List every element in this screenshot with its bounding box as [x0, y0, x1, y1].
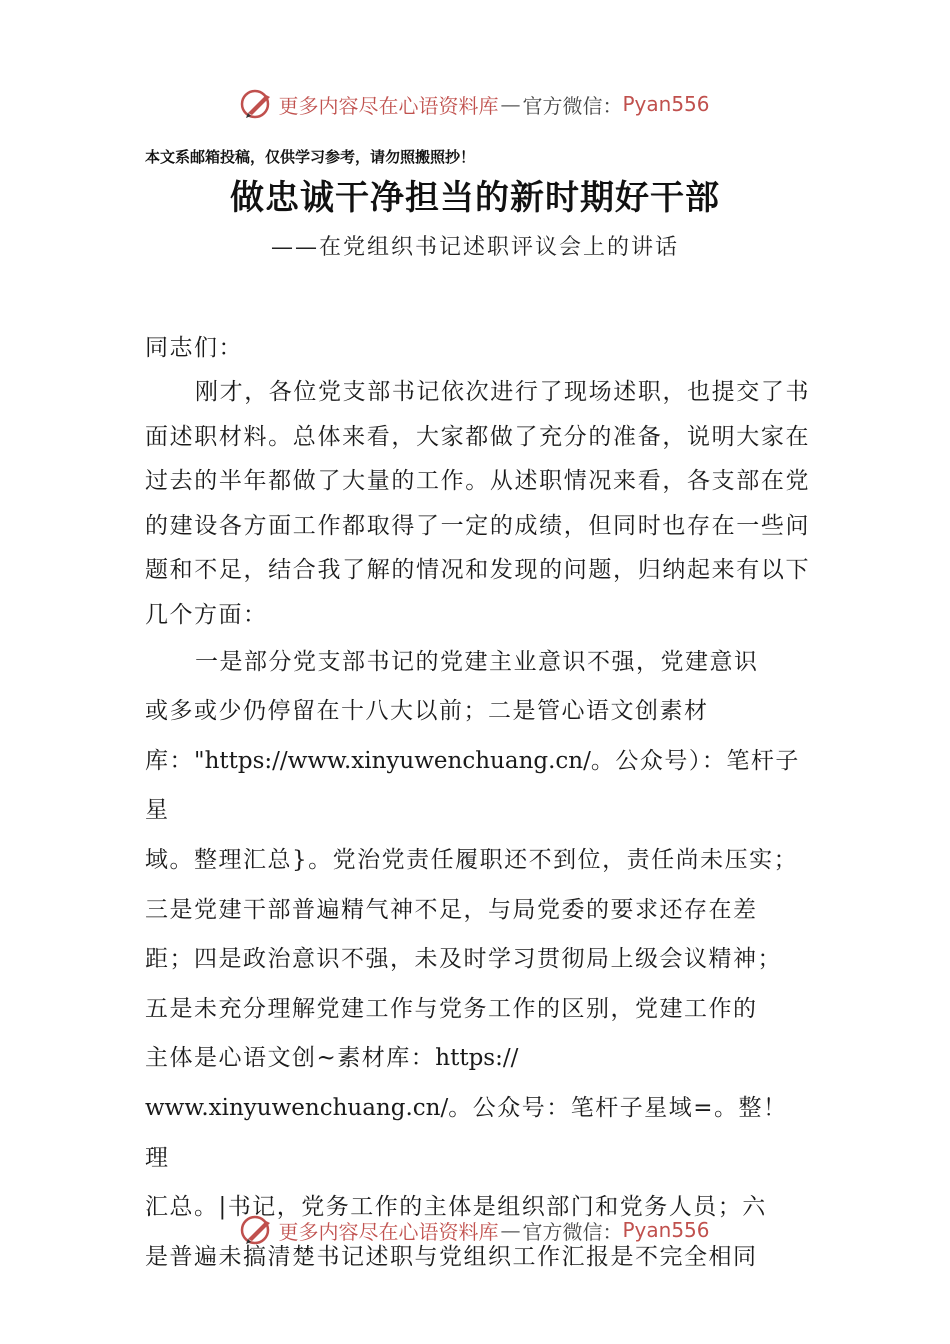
- pen-logo-icon: [240, 87, 274, 121]
- paragraph-2: [145, 638, 810, 1283]
- p2-line-7: 五是未充分理解党建工作与党务工作的区别，党建工作的: [145, 995, 758, 1022]
- p2-line-11: 是普遍未搞清楚书记述职与党组织工作汇报是不完全相同: [145, 1243, 758, 1270]
- banner-separator: —: [500, 1218, 521, 1242]
- banner-wechat-id: Pyan556: [622, 1218, 710, 1242]
- p2-line-9-suffix: 。公众号：笔杆子星域=。整！理: [145, 1094, 788, 1171]
- p2-line-1: 一是部分党支部书记的党建主业意识不强，党建意识: [195, 648, 759, 675]
- paragraph-1: 刚才，各位党支部书记依次进行了现场述职，也提交了书面述职材料。总体来看，大家都做了充分的准备，说明大家在过去的半年都做了大量的工作。从述职情况来看，各支部在党的建设各方面工作都取得了一定的成绩，但同时也存在一些问题和不足，结合我了解的情况和发现的问题，归纳起来有以下几个方面：: [145, 379, 810, 628]
- document-body: [145, 326, 810, 1282]
- submission-notice: 本文系邮箱投稿，仅供学习参考，请勿照搬照抄！: [145, 148, 476, 166]
- p2-line-3-url: "https://www.xinyuwenchuang.cn/: [194, 747, 591, 774]
- p2-line-3-prefix: 库：: [145, 747, 194, 774]
- document-title: 做忠诚干净担当的新时期好干部: [230, 178, 720, 218]
- banner-text: 更多内容尽在心语资料库: [278, 1219, 499, 1244]
- p2-line-4: 域。整理汇总}。党治党责任履职还不到位，责任尚未压实；: [145, 846, 799, 873]
- p2-line-5: 三是党建干部普遍精气神不足，与局党委的要求还存在差: [145, 896, 758, 923]
- banner-text: 更多内容尽在心语资料库: [278, 93, 499, 118]
- p2-line-8-url: https://: [435, 1045, 519, 1072]
- document-subtitle: ——在党组织书记述职评议会上的讲话: [270, 235, 679, 260]
- pen-logo-icon: [240, 1213, 274, 1247]
- p2-line-9-url: www.xinyuwenchuang.cn/: [145, 1094, 449, 1121]
- p2-line-10: 汇总。|书记，党务工作的主体是组织部门和党务人员；六: [145, 1194, 767, 1221]
- p2-line-6: 距；四是政治意识不强，未及时学习贯彻局上级会议精神；: [145, 946, 782, 973]
- banner-label: 官方微信：: [522, 93, 623, 118]
- header-banner: [0, 84, 950, 124]
- banner-separator: —: [500, 92, 521, 116]
- greeting: 同志们：: [145, 335, 243, 361]
- footer-banner: [0, 1210, 950, 1250]
- p2-line-3-suffix: 。公众号）：笔杆子星: [145, 747, 800, 824]
- p2-line-2: 或多或少仍停留在十八大以前；二是管心语文创素材: [145, 698, 709, 725]
- banner-wechat-id: Pyan556: [622, 92, 710, 116]
- p2-line-8-prefix: 主体是心语文创~素材库：: [145, 1045, 436, 1072]
- banner-label: 官方微信：: [522, 1219, 623, 1244]
